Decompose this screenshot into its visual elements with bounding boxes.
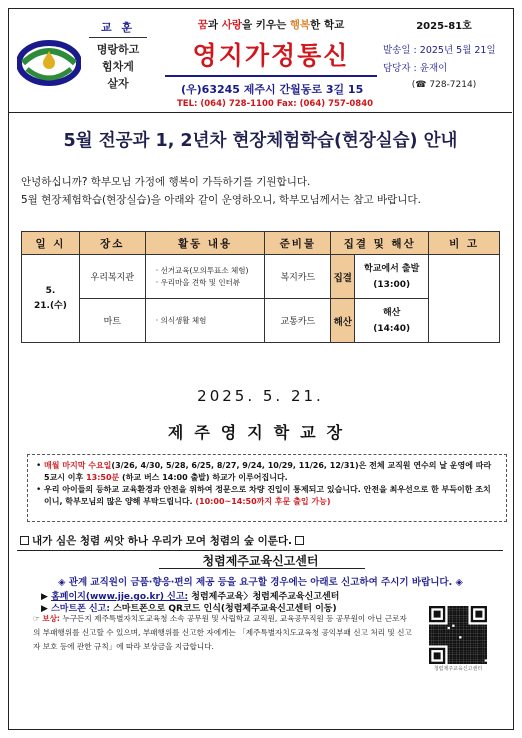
school-logo <box>17 31 81 95</box>
issue-meta <box>379 17 509 90</box>
header-center <box>165 15 377 109</box>
checkbox-icon <box>20 536 29 545</box>
newsletter-page <box>8 8 514 730</box>
gather-cell: 학교에서 출발 (13:00) <box>355 255 429 299</box>
issue-date: 발송일 : 2025년 5월 21일 <box>383 45 496 56</box>
qr-code[interactable] <box>429 606 487 664</box>
report-item-smartphone: ▶ 스마트폰 신고: 스마트폰으로 QR코드 인식(청렴제주교육신고센터 이동) <box>41 604 337 614</box>
place-cell: 마트 <box>79 299 145 343</box>
header-cell: 집결 및 해산 <box>331 232 429 255</box>
slogan-part: 꿈 <box>197 19 208 31</box>
motto-line: 힘차게 <box>102 60 134 73</box>
divider <box>159 568 365 569</box>
notice-box <box>27 454 507 522</box>
qr-caption: 청렴제주교육신고센터 <box>433 666 483 672</box>
table-row <box>22 255 500 299</box>
notice-item: • 우리 아이들의 등하교 교육환경과 안전을 위하여 정문으로 차량 진입이 통제되고 있습니다. 안전을 최우선으로 한 부득이한 조치이니, 학부모님의 많은 양해 부탁드립니다. (10:00~14:50까지 후문 출입 가능) <box>44 484 498 508</box>
supply-cell: 교통카드 <box>265 299 331 343</box>
slogan-part: 사랑 <box>221 19 242 31</box>
slogan-part: 행복 <box>289 19 311 31</box>
header-cell: 장소 <box>79 232 145 255</box>
manager-phone: (☎ 728-7214) <box>411 80 477 90</box>
disperse-label: 해산 <box>331 299 355 343</box>
header <box>9 9 512 113</box>
school-motto <box>89 19 147 92</box>
notice-item: • 매월 마지막 수요일(3/26, 4/30, 5/28, 6/25, 8/27, 9/24, 10/29, 11/26, 12/31)은 전체 교직원 연수의 날 운영에 따라 5교시 이후 13:50분 (하교 버스 14:00 출발) 하교가 이루어집니다. <box>44 460 498 484</box>
school-address: (우)63245 제주시 간월동로 3길 15 <box>181 83 364 96</box>
intro-line: 안녕하십니까? 학부모님 가정에 행복이 가득하기를 기원합니다. <box>21 176 311 188</box>
issue-date-large: 2025. 5. 21. <box>197 387 324 405</box>
table-header-row <box>22 232 500 255</box>
disperse-cell: 해산 (14:40) <box>355 299 429 343</box>
place-cell: 우리복지관 <box>79 255 145 299</box>
checkbox-icon <box>295 536 304 545</box>
activity-cell: · 의식생활 체험 <box>145 299 265 343</box>
arrow-icon: ▶ <box>41 592 52 602</box>
newsletter-title: 영지가정통신 <box>165 36 377 77</box>
table-row <box>22 299 500 343</box>
diamond-icon: ◈ <box>452 577 463 588</box>
school-tel: TEL: (064) 728-1100 Fax: (064) 757-0840 <box>177 99 374 109</box>
arrow-icon: ▶ <box>41 604 52 614</box>
slogan-part: 과 <box>207 19 222 31</box>
motto-line: 살자 <box>107 77 129 90</box>
integrity-slogan: 내가 심은 청렴 씨앗 하나 우리가 모여 청렴의 숲 이룬다. <box>17 533 503 551</box>
schedule-table <box>21 231 500 343</box>
homepage-link[interactable]: 홈페이지(www.jje.go.kr) 신고: <box>51 592 189 602</box>
report-subtitle: ◈ 관계 교직원이 금품·향응·편의 제공 등을 요구할 경우에는 아래로 신고하여 주시기 바랍니다. ◈ <box>58 577 463 588</box>
diamond-icon: ◈ <box>58 577 69 588</box>
header-cell: 비 고 <box>429 232 500 255</box>
notice-title: 5월 전공과 1, 2년차 현장체험학습(현장실습) 안내 <box>63 131 458 151</box>
intro-line: 5월 현장체험학습(현장실습)을 아래와 같이 운영하오니, 학부모님께서는 참고 바랍니다. <box>21 194 421 206</box>
header-cell: 일 시 <box>22 232 80 255</box>
slogan-part: 한 학교 <box>310 19 345 31</box>
school-slogan <box>165 17 377 32</box>
header-cell: 준비물 <box>265 232 331 255</box>
remark-cell <box>429 255 500 343</box>
date-cell: 5. 21.(수) <box>22 255 80 343</box>
report-item-homepage: ▶ 홈페이지(www.jje.go.kr) 신고: 청렴제주교육〉청렴제주교육신고센터 <box>41 592 340 602</box>
reward-text: ☞ 보상: 누구든지 제주특별자치도교육청 소속 공무원 및 사립학교 교직원, 교육공무직원 등 공무원이 아닌 근로자의 부패행위를 신고할 수 있으며, 부패행위를 신고한 자에게는 「제주특별자치도교육청 공익부패 신고 처리 및 신고자 보호 등에 관한 규칙」에 따라 보상금을 지급합니다. <box>33 614 412 651</box>
slogan-part: 을 키우는 <box>241 19 290 31</box>
issue-number: 2025-81호 <box>416 21 472 32</box>
manager: 담당자 : 윤재이 <box>383 63 448 74</box>
report-center-title: 청렴제주교육신고센터 <box>202 554 319 568</box>
intro-text <box>21 173 511 209</box>
motto-title: 교 훈 <box>89 19 147 38</box>
header-cell: 활동 내용 <box>145 232 265 255</box>
activity-cell: · 선거교육(모의투표소 체험) · 우리마을 견학 및 인터뷰 <box>145 255 265 299</box>
school-principal: 제주영지학교장 <box>167 423 354 442</box>
pointing-hand-icon: ☞ <box>33 614 43 623</box>
gather-label: 집결 <box>331 255 355 299</box>
supply-cell: 복지카드 <box>265 255 331 299</box>
motto-line: 명랑하고 <box>96 43 140 56</box>
